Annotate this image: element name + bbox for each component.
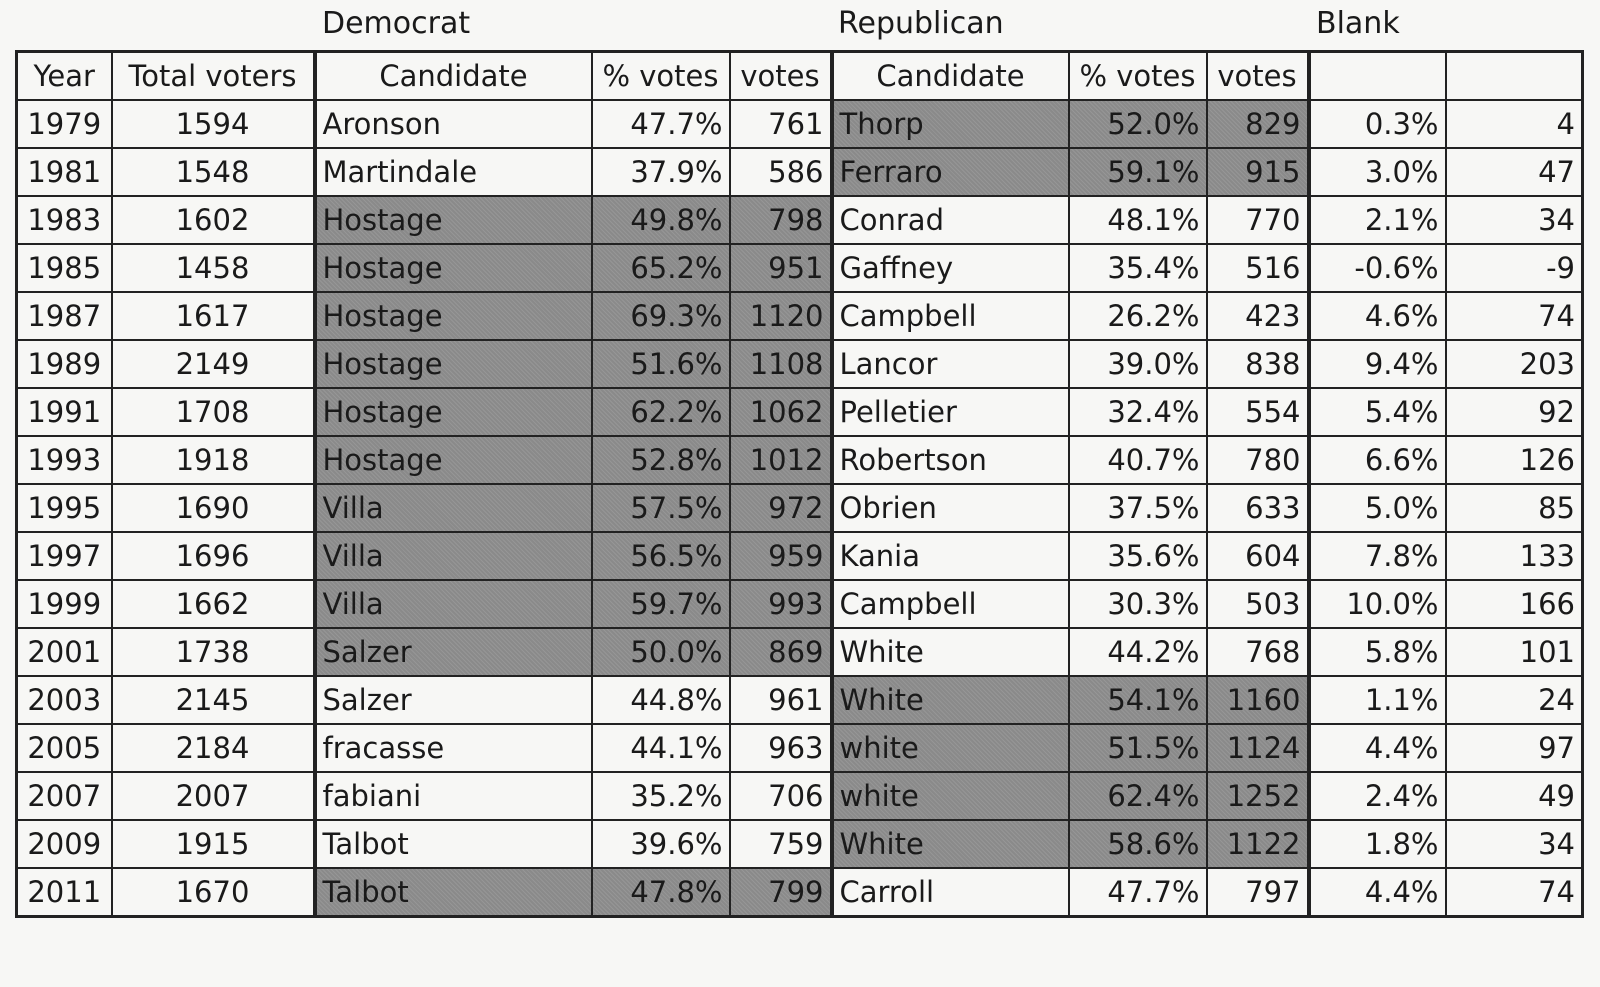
democrat-candidate-cell: Hostage <box>315 388 592 436</box>
republican-votes-cell: 423 <box>1207 292 1309 340</box>
republican-votes-cell: 1252 <box>1207 772 1309 820</box>
col-header-blank-pct <box>1309 52 1446 101</box>
republican-pct-cell: 39.0% <box>1069 340 1207 388</box>
democrat-votes-cell: 798 <box>730 196 832 244</box>
republican-pct-cell: 44.2% <box>1069 628 1207 676</box>
republican-candidate-cell: White <box>832 820 1069 868</box>
republican-candidate-cell: Lancor <box>832 340 1069 388</box>
year-cell: 2001 <box>17 628 112 676</box>
republican-votes-cell: 633 <box>1207 484 1309 532</box>
democrat-pct-cell: 44.1% <box>592 724 730 772</box>
table-row <box>17 772 1583 820</box>
democrat-pct-cell: 49.8% <box>592 196 730 244</box>
year-cell: 1979 <box>17 100 112 148</box>
year-cell: 2007 <box>17 772 112 820</box>
republican-pct-cell: 26.2% <box>1069 292 1207 340</box>
blank-pct-cell: 10.0% <box>1309 580 1446 628</box>
year-cell: 1995 <box>17 484 112 532</box>
year-cell: 1987 <box>17 292 112 340</box>
year-cell: 1981 <box>17 148 112 196</box>
year-cell: 1985 <box>17 244 112 292</box>
blank-pct-cell: 7.8% <box>1309 532 1446 580</box>
blank-votes-cell: 24 <box>1446 676 1583 724</box>
blank-votes-cell: -9 <box>1446 244 1583 292</box>
republican-votes-cell: 915 <box>1207 148 1309 196</box>
democrat-pct-cell: 52.8% <box>592 436 730 484</box>
democrat-votes-cell: 963 <box>730 724 832 772</box>
democrat-pct-cell: 47.7% <box>592 100 730 148</box>
col-header-republican-pct: % votes <box>1069 52 1207 101</box>
republican-candidate-cell: Obrien <box>832 484 1069 532</box>
table-row <box>17 676 1583 724</box>
blank-votes-cell: 34 <box>1446 196 1583 244</box>
democrat-candidate-cell: Salzer <box>315 676 592 724</box>
col-header-blank-votes <box>1446 52 1583 101</box>
democrat-candidate-cell: Talbot <box>315 820 592 868</box>
blank-votes-cell: 47 <box>1446 148 1583 196</box>
col-header-year: Year <box>17 52 112 101</box>
year-cell: 2005 <box>17 724 112 772</box>
total-voters-cell: 1594 <box>112 100 315 148</box>
total-voters-cell: 1548 <box>112 148 315 196</box>
republican-pct-cell: 62.4% <box>1069 772 1207 820</box>
total-voters-cell: 1915 <box>112 820 315 868</box>
blank-pct-cell: 4.4% <box>1309 868 1446 917</box>
year-cell: 1989 <box>17 340 112 388</box>
blank-votes-cell: 97 <box>1446 724 1583 772</box>
total-voters-cell: 1662 <box>112 580 315 628</box>
blank-votes-cell: 74 <box>1446 868 1583 917</box>
blank-votes-cell: 133 <box>1446 532 1583 580</box>
blank-pct-cell: 4.6% <box>1309 292 1446 340</box>
democrat-pct-cell: 69.3% <box>592 292 730 340</box>
republican-votes-cell: 1122 <box>1207 820 1309 868</box>
republican-candidate-cell: white <box>832 772 1069 820</box>
democrat-pct-cell: 50.0% <box>592 628 730 676</box>
republican-pct-cell: 58.6% <box>1069 820 1207 868</box>
republican-candidate-cell: white <box>832 724 1069 772</box>
republican-votes-cell: 503 <box>1207 580 1309 628</box>
total-voters-cell: 1690 <box>112 484 315 532</box>
republican-pct-cell: 59.1% <box>1069 148 1207 196</box>
blank-pct-cell: 3.0% <box>1309 148 1446 196</box>
democrat-candidate-cell: Villa <box>315 580 592 628</box>
blank-pct-cell: 5.8% <box>1309 628 1446 676</box>
republican-pct-cell: 35.4% <box>1069 244 1207 292</box>
table-row <box>17 580 1583 628</box>
republican-votes-cell: 829 <box>1207 100 1309 148</box>
republican-votes-cell: 1124 <box>1207 724 1309 772</box>
blank-votes-cell: 74 <box>1446 292 1583 340</box>
republican-votes-cell: 516 <box>1207 244 1309 292</box>
blank-pct-cell: 2.1% <box>1309 196 1446 244</box>
table-row <box>17 388 1583 436</box>
democrat-pct-cell: 56.5% <box>592 532 730 580</box>
blank-votes-cell: 166 <box>1446 580 1583 628</box>
republican-pct-cell: 54.1% <box>1069 676 1207 724</box>
col-header-democrat-pct: % votes <box>592 52 730 101</box>
republican-candidate-cell: Campbell <box>832 580 1069 628</box>
republican-votes-cell: 838 <box>1207 340 1309 388</box>
group-header-blank: Blank <box>1316 6 1400 41</box>
total-voters-cell: 1617 <box>112 292 315 340</box>
year-cell: 1997 <box>17 532 112 580</box>
col-header-democrat-candidate: Candidate <box>315 52 592 101</box>
democrat-candidate-cell: fracasse <box>315 724 592 772</box>
republican-candidate-cell: White <box>832 628 1069 676</box>
election-results-table <box>15 50 1584 918</box>
group-header-democrat: Democrat <box>322 6 471 41</box>
blank-votes-cell: 101 <box>1446 628 1583 676</box>
total-voters-cell: 1708 <box>112 388 315 436</box>
blank-pct-cell: 6.6% <box>1309 436 1446 484</box>
republican-votes-cell: 1160 <box>1207 676 1309 724</box>
republican-candidate-cell: Gaffney <box>832 244 1069 292</box>
blank-pct-cell: 4.4% <box>1309 724 1446 772</box>
table-row <box>17 628 1583 676</box>
table-row <box>17 340 1583 388</box>
democrat-votes-cell: 959 <box>730 532 832 580</box>
democrat-pct-cell: 47.8% <box>592 868 730 917</box>
democrat-candidate-cell: Villa <box>315 484 592 532</box>
blank-pct-cell: -0.6% <box>1309 244 1446 292</box>
total-voters-cell: 2145 <box>112 676 315 724</box>
republican-pct-cell: 48.1% <box>1069 196 1207 244</box>
total-voters-cell: 1696 <box>112 532 315 580</box>
republican-candidate-cell: Thorp <box>832 100 1069 148</box>
democrat-votes-cell: 961 <box>730 676 832 724</box>
header-row <box>17 52 1583 101</box>
republican-pct-cell: 37.5% <box>1069 484 1207 532</box>
democrat-votes-cell: 799 <box>730 868 832 917</box>
democrat-candidate-cell: Hostage <box>315 196 592 244</box>
republican-votes-cell: 770 <box>1207 196 1309 244</box>
republican-candidate-cell: Conrad <box>832 196 1069 244</box>
democrat-candidate-cell: Villa <box>315 532 592 580</box>
blank-votes-cell: 92 <box>1446 388 1583 436</box>
table-row <box>17 436 1583 484</box>
democrat-candidate-cell: Salzer <box>315 628 592 676</box>
democrat-pct-cell: 39.6% <box>592 820 730 868</box>
republican-candidate-cell: Kania <box>832 532 1069 580</box>
republican-candidate-cell: Robertson <box>832 436 1069 484</box>
republican-candidate-cell: White <box>832 676 1069 724</box>
blank-pct-cell: 5.0% <box>1309 484 1446 532</box>
republican-candidate-cell: Campbell <box>832 292 1069 340</box>
total-voters-cell: 1670 <box>112 868 315 917</box>
democrat-votes-cell: 1012 <box>730 436 832 484</box>
democrat-candidate-cell: Hostage <box>315 292 592 340</box>
blank-votes-cell: 85 <box>1446 484 1583 532</box>
year-cell: 2009 <box>17 820 112 868</box>
blank-pct-cell: 1.8% <box>1309 820 1446 868</box>
year-cell: 2011 <box>17 868 112 917</box>
republican-votes-cell: 797 <box>1207 868 1309 917</box>
republican-candidate-cell: Pelletier <box>832 388 1069 436</box>
table-row <box>17 148 1583 196</box>
table-row <box>17 532 1583 580</box>
democrat-votes-cell: 993 <box>730 580 832 628</box>
blank-pct-cell: 5.4% <box>1309 388 1446 436</box>
blank-pct-cell: 1.1% <box>1309 676 1446 724</box>
table-row <box>17 292 1583 340</box>
group-header-republican: Republican <box>838 6 1004 41</box>
blank-pct-cell: 2.4% <box>1309 772 1446 820</box>
blank-votes-cell: 4 <box>1446 100 1583 148</box>
democrat-pct-cell: 65.2% <box>592 244 730 292</box>
democrat-votes-cell: 972 <box>730 484 832 532</box>
republican-votes-cell: 768 <box>1207 628 1309 676</box>
year-cell: 1983 <box>17 196 112 244</box>
democrat-pct-cell: 59.7% <box>592 580 730 628</box>
democrat-pct-cell: 44.8% <box>592 676 730 724</box>
republican-candidate-cell: Ferraro <box>832 148 1069 196</box>
republican-pct-cell: 52.0% <box>1069 100 1207 148</box>
blank-votes-cell: 34 <box>1446 820 1583 868</box>
total-voters-cell: 2149 <box>112 340 315 388</box>
democrat-candidate-cell: Talbot <box>315 868 592 917</box>
democrat-votes-cell: 951 <box>730 244 832 292</box>
republican-pct-cell: 40.7% <box>1069 436 1207 484</box>
republican-votes-cell: 554 <box>1207 388 1309 436</box>
blank-votes-cell: 49 <box>1446 772 1583 820</box>
republican-pct-cell: 47.7% <box>1069 868 1207 917</box>
total-voters-cell: 1602 <box>112 196 315 244</box>
democrat-votes-cell: 706 <box>730 772 832 820</box>
democrat-votes-cell: 869 <box>730 628 832 676</box>
republican-pct-cell: 51.5% <box>1069 724 1207 772</box>
total-voters-cell: 2007 <box>112 772 315 820</box>
table-row <box>17 868 1583 917</box>
democrat-candidate-cell: fabiani <box>315 772 592 820</box>
democrat-candidate-cell: Aronson <box>315 100 592 148</box>
democrat-pct-cell: 37.9% <box>592 148 730 196</box>
republican-pct-cell: 32.4% <box>1069 388 1207 436</box>
democrat-votes-cell: 1120 <box>730 292 832 340</box>
col-header-republican-votes: votes <box>1207 52 1309 101</box>
republican-candidate-cell: Carroll <box>832 868 1069 917</box>
table-row <box>17 724 1583 772</box>
democrat-pct-cell: 35.2% <box>592 772 730 820</box>
blank-votes-cell: 126 <box>1446 436 1583 484</box>
democrat-candidate-cell: Martindale <box>315 148 592 196</box>
democrat-pct-cell: 62.2% <box>592 388 730 436</box>
table-row <box>17 244 1583 292</box>
republican-votes-cell: 780 <box>1207 436 1309 484</box>
year-cell: 1993 <box>17 436 112 484</box>
table-row <box>17 484 1583 532</box>
blank-pct-cell: 0.3% <box>1309 100 1446 148</box>
democrat-candidate-cell: Hostage <box>315 436 592 484</box>
democrat-votes-cell: 761 <box>730 100 832 148</box>
table-row <box>17 196 1583 244</box>
total-voters-cell: 1918 <box>112 436 315 484</box>
total-voters-cell: 1738 <box>112 628 315 676</box>
year-cell: 2003 <box>17 676 112 724</box>
republican-votes-cell: 604 <box>1207 532 1309 580</box>
year-cell: 1991 <box>17 388 112 436</box>
democrat-candidate-cell: Hostage <box>315 340 592 388</box>
total-voters-cell: 2184 <box>112 724 315 772</box>
blank-pct-cell: 9.4% <box>1309 340 1446 388</box>
democrat-votes-cell: 586 <box>730 148 832 196</box>
blank-votes-cell: 203 <box>1446 340 1583 388</box>
table-row <box>17 100 1583 148</box>
democrat-votes-cell: 1108 <box>730 340 832 388</box>
republican-pct-cell: 30.3% <box>1069 580 1207 628</box>
total-voters-cell: 1458 <box>112 244 315 292</box>
democrat-candidate-cell: Hostage <box>315 244 592 292</box>
year-cell: 1999 <box>17 580 112 628</box>
democrat-votes-cell: 1062 <box>730 388 832 436</box>
col-header-democrat-votes: votes <box>730 52 832 101</box>
republican-pct-cell: 35.6% <box>1069 532 1207 580</box>
table-row <box>17 820 1583 868</box>
col-header-total-voters: Total voters <box>112 52 315 101</box>
democrat-votes-cell: 759 <box>730 820 832 868</box>
democrat-pct-cell: 57.5% <box>592 484 730 532</box>
democrat-pct-cell: 51.6% <box>592 340 730 388</box>
col-header-republican-candidate: Candidate <box>832 52 1069 101</box>
